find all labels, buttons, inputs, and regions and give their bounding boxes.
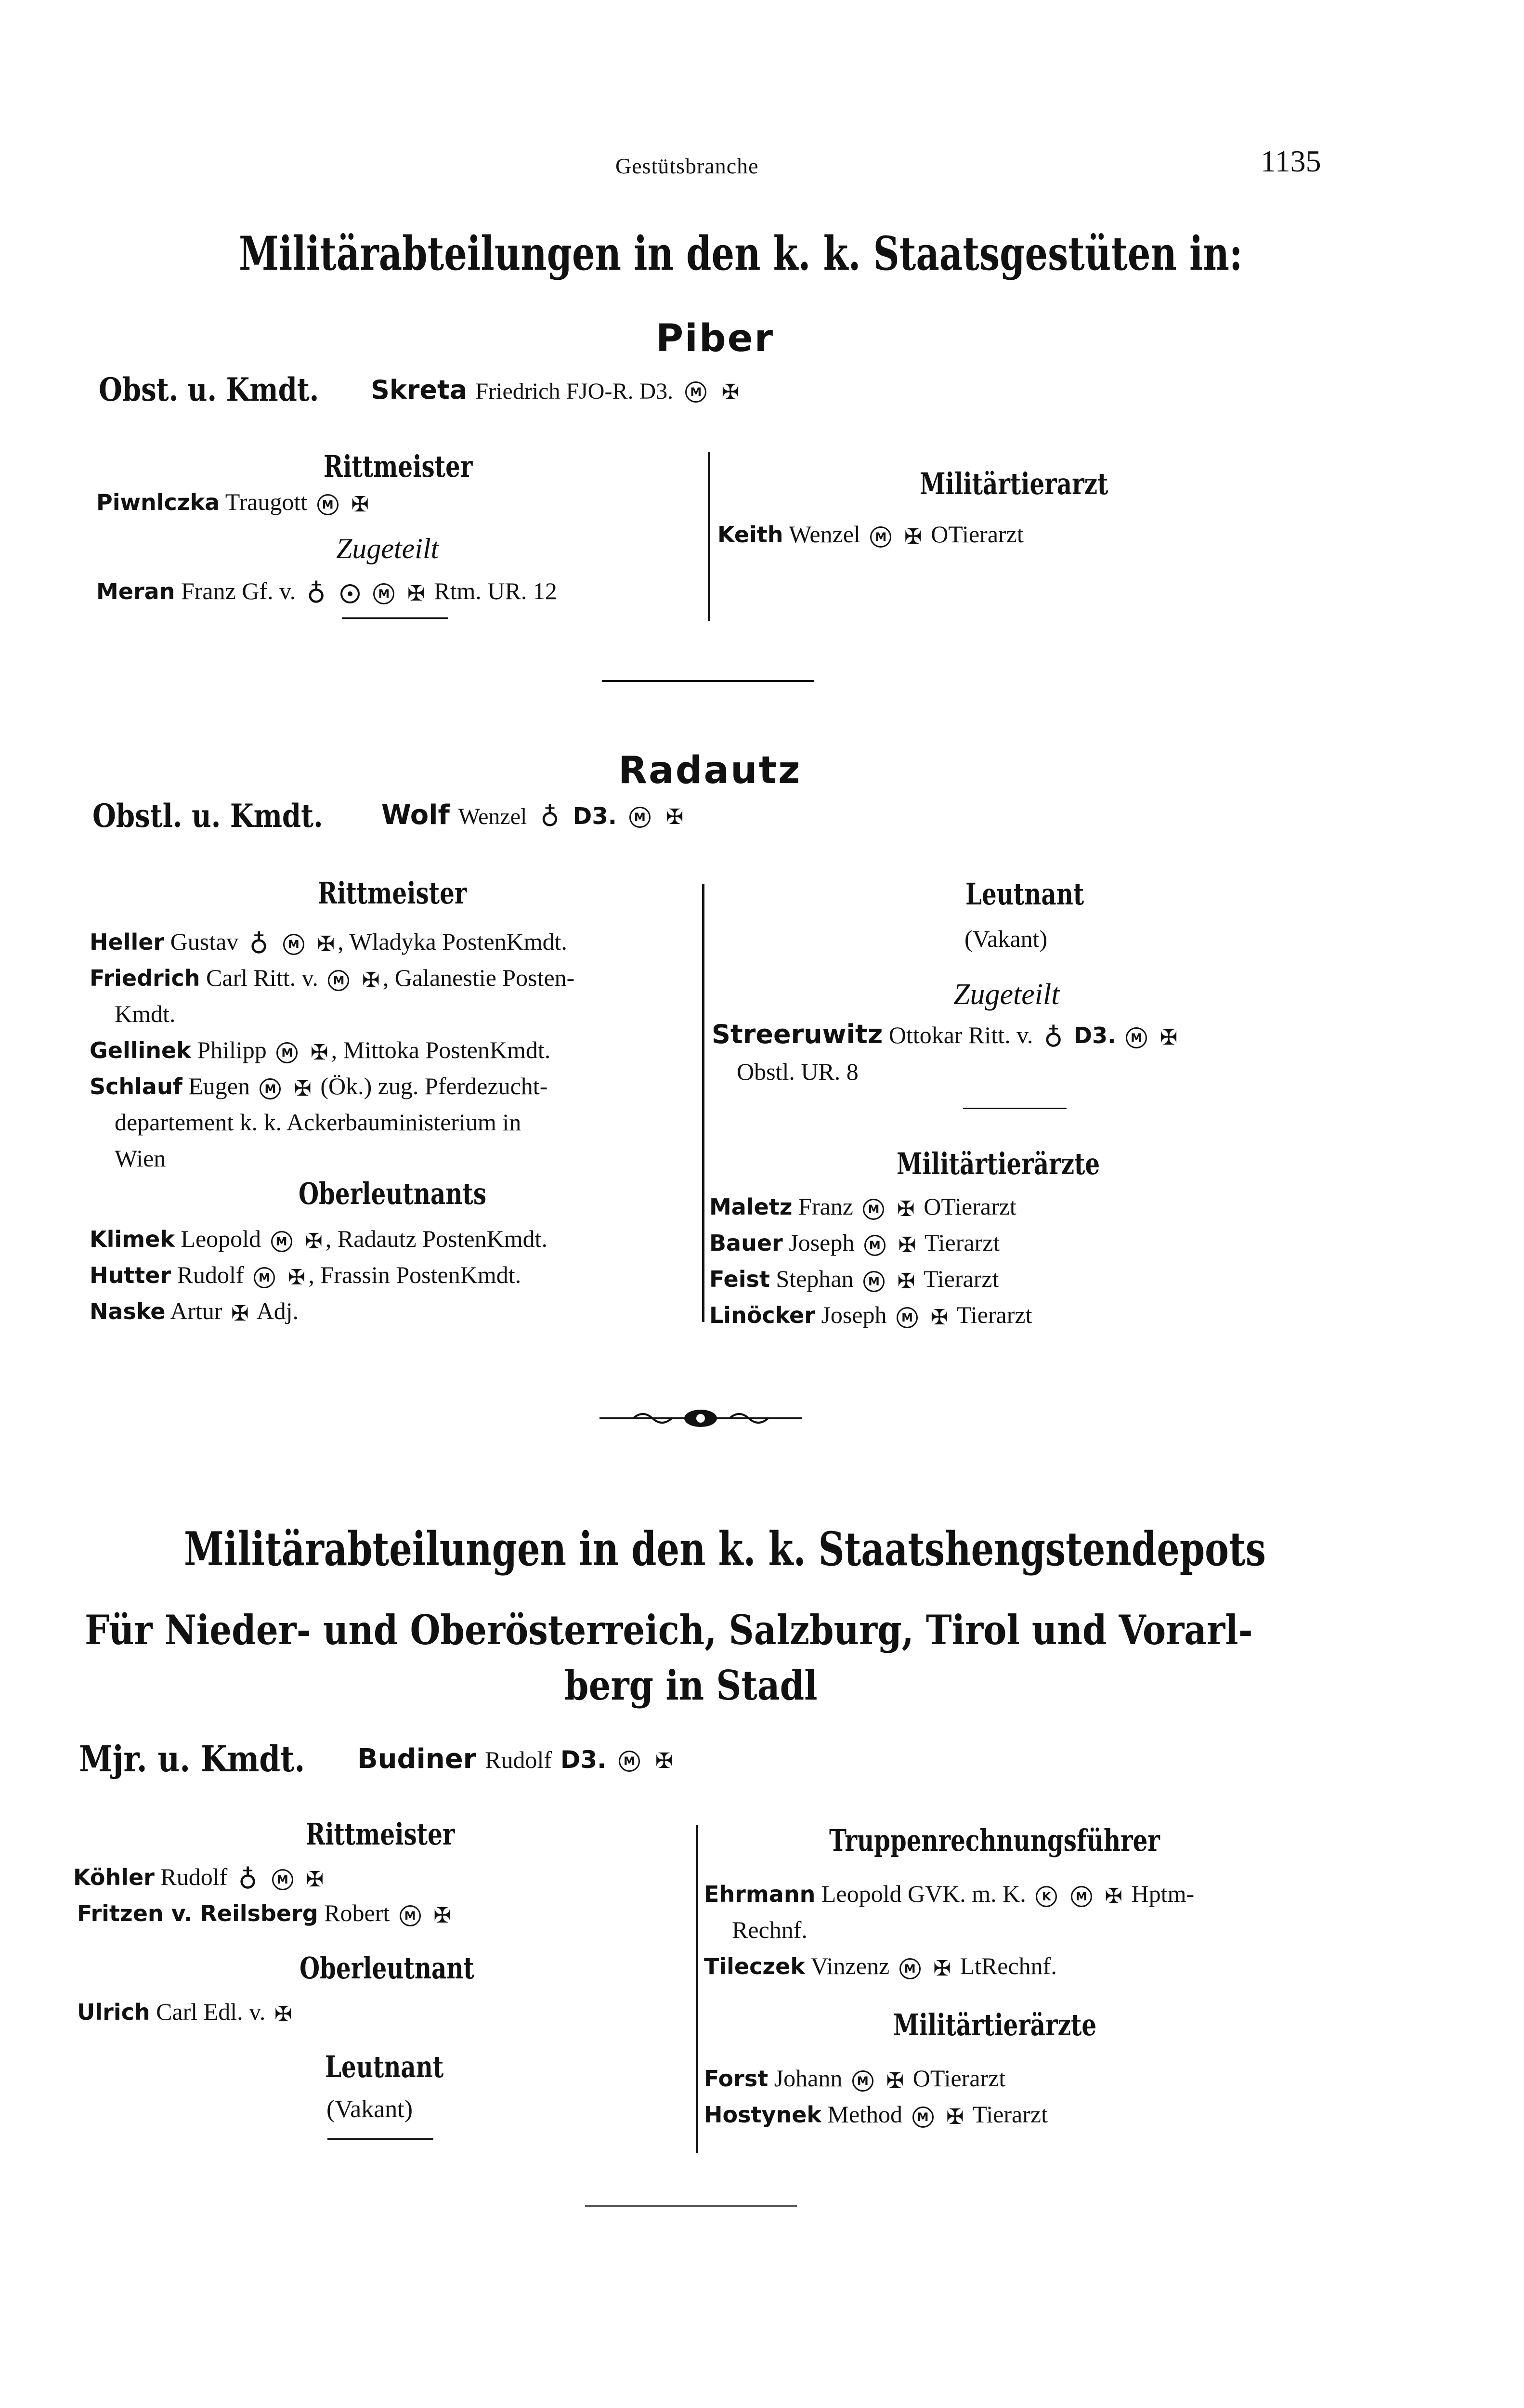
k-badge-icon: K — [1036, 1886, 1057, 1907]
bottom-rule — [585, 2205, 797, 2207]
m-badge-icon: M — [260, 1078, 281, 1099]
cross-icon: ✠ — [898, 1233, 916, 1258]
piber-right-heading: Militärtierarzt — [920, 466, 1108, 501]
entry-name: Maletz — [709, 1194, 793, 1220]
medal-icon: ♁ — [306, 578, 326, 609]
entry-rest: , Radautz PostenKmdt. — [325, 1225, 547, 1252]
entry-first: Joseph — [821, 1301, 887, 1328]
entry-first: Franz — [798, 1193, 853, 1220]
entry-name: Linöcker — [709, 1302, 815, 1328]
piber-zugeteilt: Zugeteilt — [336, 533, 439, 564]
entry-first: Carl Edl. v. — [156, 1998, 266, 2025]
entry-name: Köhler — [73, 1864, 155, 1890]
section2-entry-fritzen — [77, 1895, 454, 1934]
radautz-column-divider — [702, 884, 704, 1322]
section2-left-heading: Rittmeister — [306, 1817, 455, 1852]
radautz-oberleutnants-heading: Oberleutnants — [299, 1176, 487, 1211]
radautz-entry-maletz — [709, 1189, 1016, 1227]
entry-first: Carl Ritt. v. — [206, 964, 318, 991]
commander-rest: D3. — [560, 1746, 607, 1774]
entry-name: Ehrmann — [704, 1881, 816, 1907]
m-badge-icon: M — [400, 1905, 421, 1926]
section2-subtitle-line2: berg in Stadl — [564, 1662, 818, 1709]
cross-icon: ✠ — [904, 524, 922, 550]
cross-icon: ✠ — [946, 2105, 964, 2130]
m-badge-icon: M — [685, 381, 706, 403]
radautz-entry-linoecker — [709, 1297, 1032, 1335]
section2-entry-ehrmann-cont — [732, 1912, 808, 1948]
ornament-icon — [599, 1406, 802, 1430]
entry-rest: , Frassin PostenKmdt. — [308, 1261, 521, 1288]
commander-name: Skreta — [371, 375, 468, 405]
ornament-divider — [599, 1406, 802, 1432]
commander-rest: Friedrich FJO-R. D3. — [475, 379, 674, 404]
commander-role: Mjr. u. Kmdt. — [79, 1739, 305, 1780]
entry-rest: , Wladyka PostenKmdt. — [338, 928, 568, 955]
commander-rest: D3. — [573, 803, 617, 830]
entry-title: OTierarzt — [924, 1193, 1016, 1220]
entry-rest: Traugott — [225, 488, 308, 515]
m-badge-icon: M — [864, 1235, 886, 1256]
medal-icon: ♁ — [1043, 1022, 1063, 1053]
section2-subtitle-line1: Für Nieder- und Oberösterreich, Salzburg, Tirol und Vorarl- — [85, 1606, 1253, 1654]
m-badge-icon: M — [272, 1869, 293, 1890]
piber-commander — [371, 375, 742, 405]
m-badge-icon: M — [619, 1751, 640, 1772]
entry-rest: , Mittoka PostenKmdt. — [331, 1036, 551, 1063]
entry-rest: Ottokar Ritt. v. — [888, 1021, 1033, 1048]
section2-right-heading: Truppenrechnungsführer — [829, 1823, 1160, 1858]
radautz-vakant: (Vakant) — [964, 925, 1048, 952]
entry-rest: Kmdt. — [115, 1000, 176, 1027]
entry-name: Bauer — [709, 1230, 783, 1256]
m-badge-icon: M — [863, 1271, 885, 1292]
piber-commander-line — [99, 371, 358, 408]
entry-rest: , Galanestie Posten- — [382, 964, 575, 991]
section2-entry-koehler — [73, 1859, 326, 1898]
entry-name: Hutter — [90, 1262, 171, 1288]
cross-icon: ✠ — [362, 968, 380, 993]
entry-first: Stephan — [776, 1265, 854, 1292]
medal-icon: ♁ — [249, 929, 269, 960]
commander-name: Budiner — [357, 1743, 477, 1775]
cross-icon: ✠ — [655, 1749, 673, 1773]
m-badge-icon: M — [373, 583, 394, 604]
location-piber: Piber — [656, 317, 775, 360]
radautz-entry-bauer — [709, 1225, 1000, 1263]
piber-entry-meran — [96, 573, 557, 612]
ring-icon — [340, 584, 360, 603]
entry-first: Gustav — [170, 928, 239, 955]
section2-commander — [357, 1743, 676, 1775]
m-badge-icon: M — [863, 1199, 884, 1220]
entry-first: Johann — [774, 2065, 843, 2092]
m-badge-icon: M — [317, 494, 339, 515]
radautz-entry-klimek — [90, 1221, 547, 1259]
entry-rest: Obstl. UR. 8 — [737, 1058, 859, 1085]
commander-name: Wolf — [381, 799, 450, 831]
radautz-left-heading: Rittmeister — [318, 876, 467, 911]
entry-first: Rudolf — [160, 1863, 228, 1890]
cross-icon: ✠ — [306, 1867, 324, 1892]
section2-column-divider — [696, 1825, 698, 2153]
cross-icon: ✠ — [897, 1197, 915, 1222]
cross-icon: ✠ — [930, 1305, 949, 1330]
section2-short-rule — [327, 2138, 433, 2140]
m-badge-icon: M — [870, 526, 891, 548]
entry-rest: Wenzel — [789, 521, 860, 548]
section1-title: Militärabteilungen in den k. k. Staatsgestüten in: — [239, 226, 1243, 281]
m-badge-icon: M — [328, 970, 349, 991]
entry-first: Robert — [324, 1899, 390, 1926]
radautz-tierarzte-heading: Militärtierärzte — [897, 1146, 1100, 1181]
m-badge-icon: M — [254, 1267, 275, 1288]
cross-icon: ✠ — [933, 1956, 951, 1981]
entry-tail: Rtm. UR. 12 — [434, 577, 557, 604]
entry-name: Fritzen v. Reilsberg — [77, 1900, 318, 1926]
entry-name: Hostynek — [704, 2102, 821, 2128]
radautz-entry-streeruwitz — [712, 1016, 1180, 1056]
entry-rest: Adj. — [256, 1297, 299, 1324]
piber-short-rule — [342, 617, 448, 619]
entry-first: Method — [827, 2101, 903, 2128]
entry-title: OTierarzt — [912, 2065, 1006, 2092]
page-number: 1135 — [1261, 144, 1321, 178]
radautz-entry-naske — [90, 1293, 299, 1332]
radautz-short-rule — [963, 1108, 1067, 1109]
entry-name: Naske — [90, 1298, 166, 1324]
entry-title: Tierarzt — [924, 1229, 1000, 1256]
m-badge-icon: M — [852, 2070, 873, 2092]
piber-entry-keith — [717, 516, 1024, 555]
radautz-zugeteilt: Zugeteilt — [953, 978, 1060, 1011]
radautz-entry-schlauf-cont1 — [115, 1104, 521, 1140]
entry-first: Rudolf — [177, 1261, 244, 1288]
piber-column-divider — [708, 452, 710, 621]
radautz-entry-feist — [709, 1261, 999, 1299]
entry-name: Tileczek — [704, 1953, 805, 1979]
entry-name: Keith — [717, 522, 783, 548]
cross-icon: ✠ — [305, 1229, 323, 1254]
entry-tail: Hptm- — [1131, 1880, 1195, 1907]
radautz-entry-heller — [90, 924, 567, 962]
entry-name: Ulrich — [77, 1999, 150, 2025]
entry-rest: departement k. k. Ackerbauministerium in — [115, 1109, 521, 1136]
radautz-commander — [381, 799, 687, 832]
m-badge-icon: M — [271, 1231, 292, 1252]
medal-icon: ♁ — [238, 1864, 258, 1895]
commander-role: Obstl. u. Kmdt. — [92, 797, 323, 835]
entry-name: Feist — [709, 1266, 770, 1292]
section2-entry-ulrich — [77, 1994, 295, 2032]
entry-first: Artur — [170, 1297, 222, 1324]
radautz-entry-friedrich-cont — [115, 996, 175, 1032]
radautz-commander-role-wrap — [92, 797, 364, 835]
radautz-right-heading: Leutnant — [965, 877, 1084, 912]
entry-rest: Franz Gf. v. — [181, 577, 296, 604]
entry-d3: D3. — [1073, 1022, 1116, 1048]
entry-name: Friedrich — [90, 965, 200, 991]
section2-commander-role-wrap — [79, 1739, 345, 1780]
section2-entry-tileczek — [704, 1948, 1057, 1987]
entry-first: Philipp — [197, 1036, 267, 1063]
cross-icon: ✠ — [886, 2068, 904, 2094]
section2-entry-forst — [704, 2060, 1005, 2099]
entry-tail: OTierarzt — [931, 521, 1024, 548]
entry-name: Heller — [90, 929, 165, 955]
entry-title: Tierarzt — [923, 1265, 999, 1292]
entry-rest: Leopold GVK. m. K. — [821, 1880, 1026, 1907]
entry-rest: Rechnf. — [732, 1916, 808, 1943]
section2-title: Militärabteilungen in den k. k. Staatshengstendepots — [184, 1522, 1266, 1576]
m-badge-icon: M — [283, 934, 304, 955]
medal-icon: ♁ — [540, 802, 560, 832]
section2-entry-hostynek — [704, 2096, 1048, 2135]
m-badge-icon: M — [912, 2107, 934, 2128]
entry-title: Tierarzt — [957, 1301, 1032, 1328]
cross-icon: ✠ — [665, 805, 684, 829]
cross-icon: ✠ — [274, 2002, 292, 2027]
entry-title: Tierarzt — [972, 2101, 1048, 2128]
radautz-entry-schlauf-cont2 — [115, 1140, 166, 1177]
cross-icon: ✠ — [310, 1040, 328, 1065]
entry-rest: Wien — [115, 1145, 166, 1172]
entry-name: Klimek — [90, 1226, 175, 1252]
entry-name: Piwnlczka — [96, 489, 220, 515]
section2-oberleutnant-heading: Oberleutnant — [300, 1950, 474, 1986]
cross-icon: ✠ — [721, 380, 740, 405]
entry-name: Gellinek — [90, 1037, 191, 1063]
entry-name: Streeruwitz — [712, 1019, 883, 1049]
section2-tierarzte-heading: Militärtierärzte — [893, 2007, 1097, 2042]
radautz-entry-gellinek — [90, 1032, 550, 1071]
commander-role: Obst. u. Kmdt. — [99, 371, 319, 408]
cross-icon: ✠ — [897, 1269, 915, 1294]
cross-icon: ✠ — [407, 581, 425, 606]
cross-icon: ✠ — [293, 1076, 312, 1101]
entry-rest: Vinzenz — [810, 1952, 890, 1979]
entry-name: Forst — [704, 2066, 769, 2092]
radautz-entry-streeruwitz-cont — [737, 1054, 859, 1090]
cross-icon: ✠ — [287, 1265, 306, 1290]
m-badge-icon: M — [1126, 1027, 1147, 1048]
section2-vakant: (Vakant) — [326, 2095, 413, 2123]
piber-entry-piwnlczka — [96, 484, 372, 523]
entry-first: Leopold — [181, 1225, 261, 1252]
cross-icon: ✠ — [317, 932, 335, 957]
entry-name: Meran — [96, 578, 175, 604]
radautz-entry-schlauf — [90, 1068, 547, 1107]
running-header: Gestütsbranche — [615, 154, 759, 178]
entry-first: Eugen — [188, 1073, 250, 1099]
radautz-entry-hutter — [90, 1257, 521, 1296]
piber-left-heading: Rittmeister — [324, 449, 473, 484]
section2-leutnant-heading: Leutnant — [325, 2049, 444, 2084]
entry-first: Joseph — [789, 1229, 855, 1256]
m-badge-icon: M — [276, 1042, 298, 1063]
m-badge-icon: M — [629, 807, 651, 828]
cross-icon: ✠ — [1105, 1884, 1123, 1909]
m-badge-icon: M — [899, 1958, 921, 1979]
commander-first: Wenzel — [458, 804, 527, 829]
entry-rest: (Ök.) zug. Pferdezucht- — [320, 1073, 548, 1099]
entry-tail: LtRechnf. — [960, 1952, 1057, 1979]
cross-icon: ✠ — [433, 1903, 452, 1928]
separator-rule — [602, 680, 814, 682]
cross-icon: ✠ — [231, 1301, 249, 1326]
location-radautz: Radautz — [618, 749, 802, 792]
m-badge-icon: M — [897, 1307, 918, 1328]
entry-name: Schlauf — [90, 1073, 182, 1099]
cross-icon: ✠ — [1159, 1025, 1178, 1050]
m-badge-icon: M — [1071, 1886, 1092, 1907]
section2-entry-ehrmann — [704, 1876, 1194, 1914]
cross-icon: ✠ — [351, 492, 369, 517]
commander-first: Rudolf — [485, 1746, 552, 1773]
radautz-entry-friedrich — [90, 960, 574, 998]
